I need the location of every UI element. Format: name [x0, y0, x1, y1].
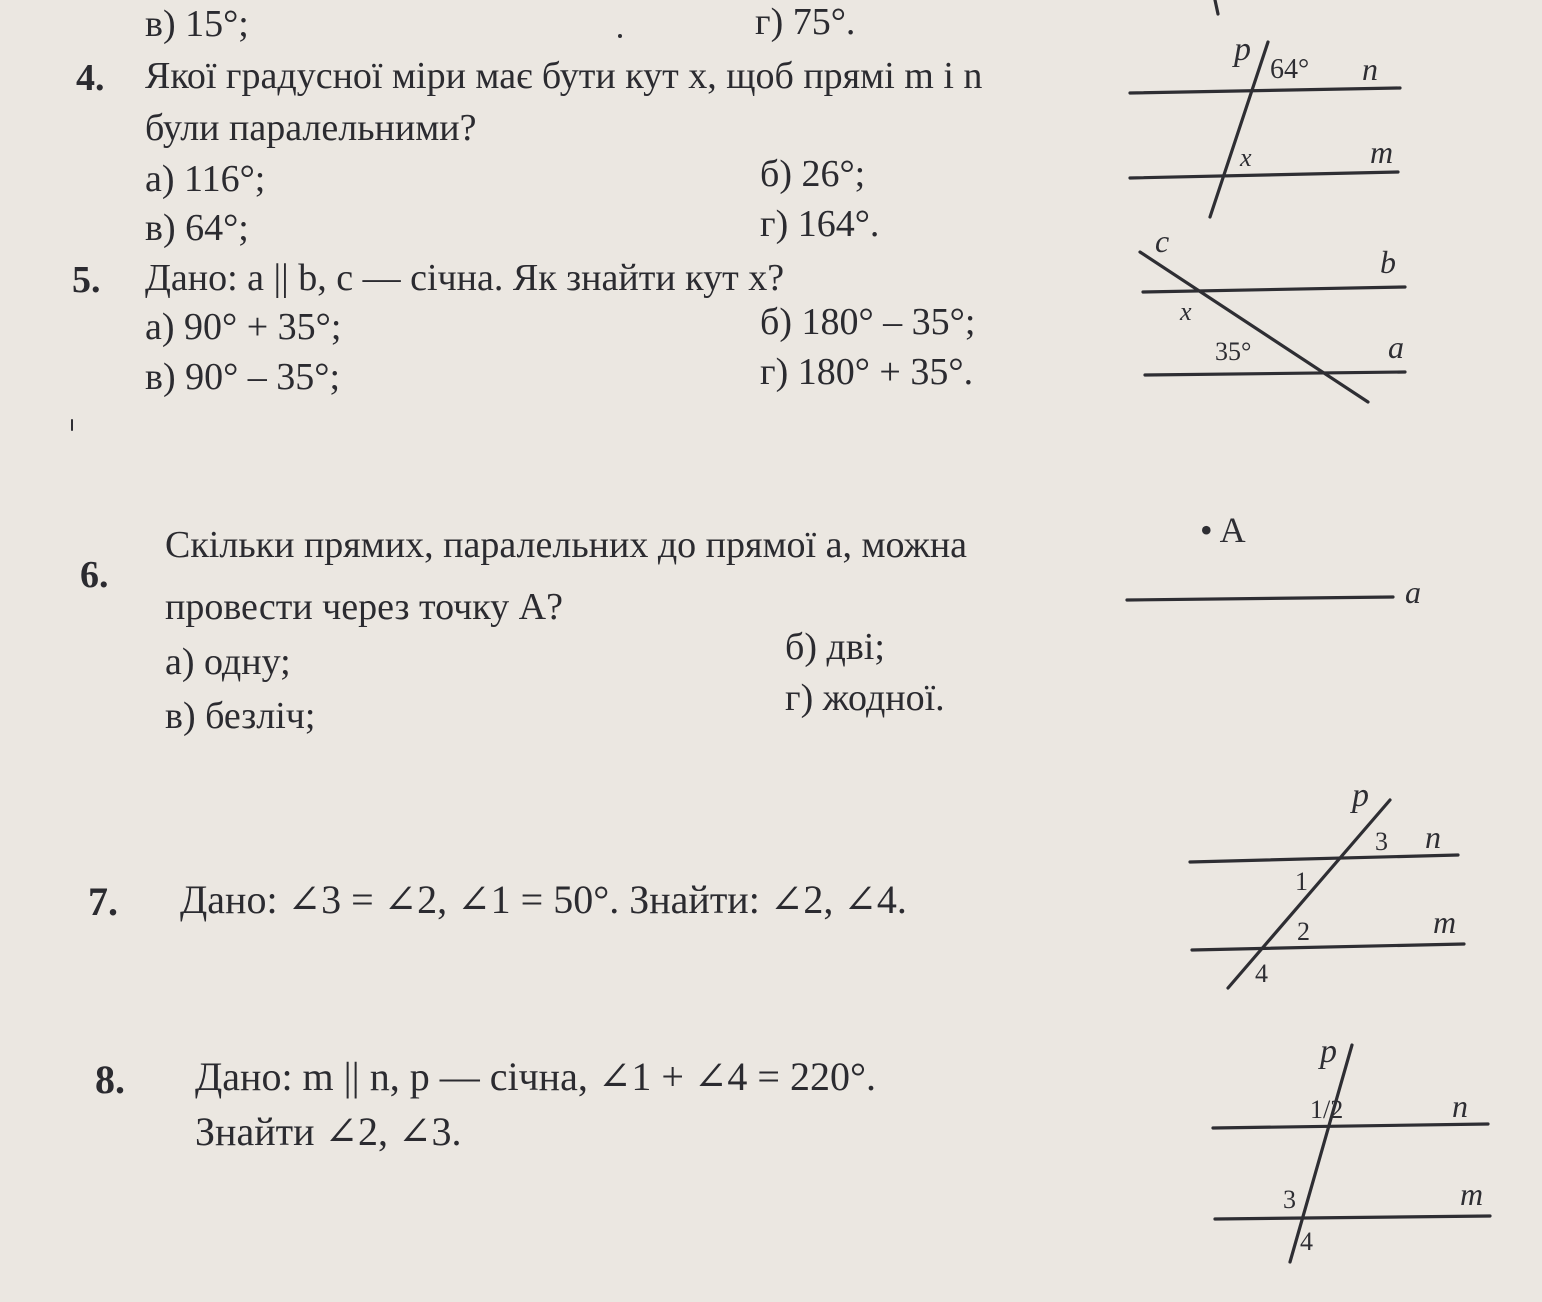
q3-option-v: в) 15°;	[145, 3, 249, 45]
q8-label-p: p	[1320, 1033, 1337, 1070]
q5-label-c: c	[1155, 223, 1170, 259]
q7-label-2: 2	[1297, 917, 1310, 946]
q6-figure	[1127, 510, 1421, 610]
q5-line-a	[1145, 372, 1405, 375]
q6-option-b: б) дві;	[785, 626, 885, 668]
q4-label-n: n	[1362, 51, 1378, 87]
q4-line-p	[1210, 42, 1268, 217]
q7-line-n	[1190, 855, 1458, 862]
q6-question-line2: провести через точку А?	[165, 586, 563, 628]
q5-option-g: г) 180° + 35°.	[760, 351, 974, 393]
q7-label-p: p	[1352, 777, 1369, 814]
q4-line-m	[1130, 172, 1398, 178]
q4-question-line1: Якої градусної міри має бути кут x, щоб прямі m і n	[145, 55, 983, 97]
q4-line-n	[1130, 88, 1400, 93]
q8-label-1-2: 1/2	[1310, 1095, 1344, 1124]
q8-label-4: 4	[1300, 1227, 1313, 1256]
q8-question-line2: Знайти ∠2, ∠3.	[195, 1109, 462, 1154]
q6-label-a: a	[1405, 574, 1421, 610]
q7-label-3: 3	[1375, 827, 1388, 856]
q6-option-g: г) жодної.	[785, 677, 945, 719]
q7-label-4: 4	[1255, 959, 1268, 988]
q7-line-m	[1192, 944, 1464, 950]
q4-label-64: 64°	[1270, 54, 1310, 85]
q6-option-a: а) одну;	[165, 641, 291, 683]
q5-question-line1: Дано: a || b, c — січна. Як знайти кут x?	[145, 257, 785, 299]
q8-line-m	[1215, 1216, 1490, 1219]
q7-figure	[1190, 777, 1464, 988]
q5-label-a: a	[1388, 329, 1404, 365]
q5-label-b: b	[1380, 244, 1396, 280]
q4-figure	[1130, 0, 1400, 217]
stray-mark-1	[618, 34, 622, 38]
q3-option-g: г) 75°.	[755, 1, 856, 43]
q6-line-a	[1127, 597, 1393, 600]
q7-label-n: n	[1425, 819, 1441, 855]
q7-question-line1: Дано: ∠3 = ∠2, ∠1 = 50°. Знайти: ∠2, ∠4.	[180, 877, 907, 922]
q5-option-v: в) 90° – 35°;	[145, 356, 341, 398]
q7-label-1: 1	[1295, 867, 1308, 896]
q5-option-a: а) 90° + 35°;	[145, 306, 342, 348]
q6-question-line1: Скільки прямих, паралельних до прямої a, можна	[165, 524, 968, 566]
q4-option-v: в) 64°;	[145, 207, 249, 249]
q8-figure	[1213, 1033, 1490, 1262]
q8-label-n: n	[1452, 1088, 1468, 1124]
q4-label-m: m	[1370, 134, 1394, 170]
q6-number: 6.	[80, 554, 109, 596]
q8-question-line1: Дано: m || n, p — січна, ∠1 + ∠4 = 220°.	[195, 1054, 876, 1099]
q4-label-x: x	[1240, 143, 1252, 172]
q6-option-v: в) безліч;	[165, 695, 316, 737]
q4-label-p: p	[1234, 31, 1251, 68]
q5-label-35: 35°	[1215, 337, 1252, 366]
q5-line-c	[1140, 252, 1368, 402]
q4-option-a: а) 116°;	[145, 158, 266, 200]
q4-number: 4.	[76, 57, 105, 99]
q8-number: 8.	[95, 1057, 125, 1102]
q5-label-x: x	[1180, 297, 1192, 326]
q8-label-m: m	[1460, 1176, 1484, 1212]
q4-option-g: г) 164°.	[760, 203, 880, 245]
q7-label-m: m	[1433, 904, 1457, 940]
q3-figure-line-fragment	[1215, 0, 1218, 14]
q7-line-p	[1228, 800, 1390, 988]
q8-line-n	[1213, 1124, 1488, 1128]
q5-figure	[1140, 223, 1405, 402]
q8-label-3: 3	[1283, 1185, 1296, 1214]
q6-point-a: • A	[1200, 510, 1246, 550]
q7-number: 7.	[88, 879, 118, 924]
q5-number: 5.	[72, 259, 101, 301]
q5-line-b	[1143, 287, 1405, 292]
q4-option-b: б) 26°;	[760, 153, 866, 195]
q4-question-line2: були паралельними?	[145, 107, 477, 149]
q5-option-b: б) 180° – 35°;	[760, 301, 976, 343]
